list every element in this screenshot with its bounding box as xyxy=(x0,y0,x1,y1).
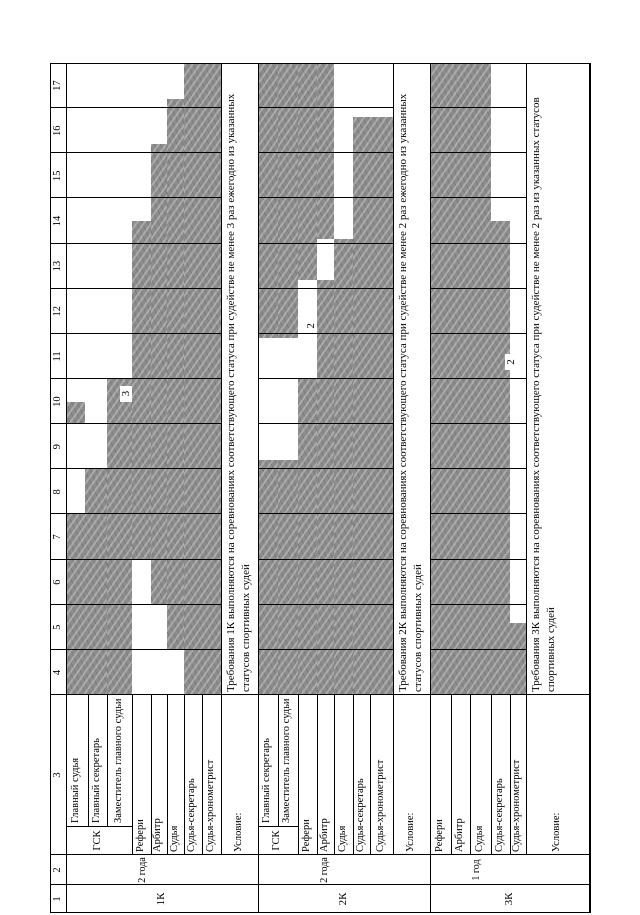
unshaded-region xyxy=(85,63,107,402)
grid-line-v xyxy=(66,604,221,605)
shaded-region xyxy=(317,63,334,695)
grid-line-v xyxy=(430,423,526,424)
requirement-count: 2 xyxy=(305,318,317,334)
grid-line-v xyxy=(66,288,221,289)
grid-line-v xyxy=(50,63,590,64)
grid-line-v xyxy=(258,152,393,153)
grid-line-h xyxy=(88,695,89,826)
header-col-4: 4 xyxy=(52,669,63,676)
grid-line-h xyxy=(202,695,203,855)
grid-line-v xyxy=(66,152,221,153)
gsk-label: ГСК xyxy=(92,830,103,851)
role-label: Заместитель главного судьи xyxy=(281,698,292,823)
grid-line-h xyxy=(590,63,591,913)
role-label: Заместитель главного судьи xyxy=(112,698,124,823)
unshaded-region xyxy=(510,221,526,623)
gsk-label: ГСК xyxy=(271,830,282,851)
header-col-15: 15 xyxy=(52,170,63,182)
grid-line-v xyxy=(430,333,526,334)
role-label: Рефери xyxy=(134,819,146,852)
grid-line-h xyxy=(107,695,108,826)
unshaded-region xyxy=(353,63,393,117)
grid-line-h xyxy=(317,695,318,855)
grid-line-v xyxy=(258,513,393,514)
grid-line-h xyxy=(278,695,279,826)
grid-line-v xyxy=(258,378,393,379)
judge-requirements-table xyxy=(50,63,590,913)
unshaded-region xyxy=(151,63,167,144)
header-col-7: 7 xyxy=(52,534,63,540)
header-col-10: 10 xyxy=(52,396,63,407)
grid-line-v xyxy=(66,468,221,469)
header-col-11: 11 xyxy=(52,351,63,362)
period-label: 1 год xyxy=(471,859,482,881)
unshaded-region xyxy=(258,338,278,460)
unshaded-region xyxy=(107,63,132,311)
role-label: Арбитр xyxy=(152,818,163,852)
header-col-9: 9 xyxy=(52,444,63,450)
grid-line-v xyxy=(430,288,526,289)
role-label: Главный судья xyxy=(70,757,81,823)
grid-line-v xyxy=(66,513,221,514)
grid-line-h xyxy=(50,63,51,913)
period-label: 2 года xyxy=(318,857,330,883)
header-col-13: 13 xyxy=(52,260,63,272)
role-label: Главный секретарь xyxy=(90,738,102,823)
grid-line-h xyxy=(451,695,452,855)
grid-line-v xyxy=(66,559,221,560)
grid-line-h xyxy=(491,695,492,855)
role-label: Судья xyxy=(473,825,485,852)
role-label: Арбитр xyxy=(453,818,465,852)
header-col-12: 12 xyxy=(52,306,63,317)
grid-line-v xyxy=(258,559,393,560)
unshaded-region xyxy=(317,239,334,280)
grid-line-v xyxy=(258,243,393,244)
role-label: Рефери xyxy=(300,819,312,852)
grid-line-h xyxy=(66,63,67,913)
role-label: Судья-хронометрист xyxy=(511,759,522,852)
grid-line-h xyxy=(184,695,185,855)
header-col-2: 2 xyxy=(52,867,63,873)
rotated-table-container xyxy=(50,63,590,913)
grid-line-v xyxy=(66,333,221,334)
grid-line-h xyxy=(334,695,335,855)
grid-line-v xyxy=(258,468,393,469)
shaded-region xyxy=(298,63,317,695)
grid-line-v xyxy=(430,513,526,514)
condition-text: Требования 3К выполняются на соревнованиях соответствующего статуса при судействе не менее 2 раз из указанных статусов спортивных судей xyxy=(530,97,557,692)
role-label: Судья xyxy=(336,825,348,852)
unshaded-region xyxy=(278,338,298,460)
role-label: Арбитр xyxy=(318,818,330,852)
grid-line-v xyxy=(430,604,526,605)
condition-text: Требования 1К выполняются на соревнованиях соответствующего статуса при судействе не менее 3 раз ежегодно из указанных статусов спортивных судей xyxy=(225,93,252,692)
grid-line-v xyxy=(258,423,393,424)
category-label: 1К xyxy=(155,892,167,906)
header-col-16: 16 xyxy=(52,125,63,136)
unshaded-region xyxy=(167,63,184,99)
grid-line-v xyxy=(66,423,221,424)
requirement-count: 3 xyxy=(120,386,132,402)
grid-line-v xyxy=(66,378,221,379)
grid-line-v xyxy=(430,468,526,469)
condition-label: Условие: xyxy=(551,812,562,852)
grid-line-h xyxy=(526,695,527,855)
shaded-region xyxy=(107,379,132,695)
role-label: Судья xyxy=(168,825,180,852)
role-label: Судья-секретарь xyxy=(354,778,366,852)
role-label: Судья-секретарь xyxy=(493,778,505,852)
shaded-region xyxy=(184,63,221,695)
grid-line-h xyxy=(393,695,394,855)
shaded-region xyxy=(353,63,393,695)
category-label: 2К xyxy=(337,892,349,906)
grid-line-v xyxy=(430,378,526,379)
role-label: Судья-хронометрист xyxy=(204,759,216,852)
header-col-17: 17 xyxy=(52,80,63,91)
grid-line-h xyxy=(221,695,222,855)
grid-line-h xyxy=(258,63,259,913)
grid-line-v xyxy=(66,649,221,650)
condition-label: Условие: xyxy=(404,812,416,852)
role-label: Судья-хронометрист xyxy=(374,759,386,852)
grid-line-h xyxy=(353,695,354,855)
grid-line-v xyxy=(430,152,526,153)
requirement-count: 2 xyxy=(505,354,517,370)
grid-line-v xyxy=(258,288,393,289)
role-label: Рефери xyxy=(433,819,445,852)
condition-text: Требования 2К выполняются на соревнованиях соответствующего статуса при судействе не менее 2 раз ежегодно из указанных статусов спортивных судей xyxy=(397,93,424,692)
grid-line-v xyxy=(66,197,221,198)
header-col-8: 8 xyxy=(52,489,63,495)
grid-line-v xyxy=(430,243,526,244)
condition-label: Условие: xyxy=(232,812,244,852)
header-col-3: 3 xyxy=(52,772,63,778)
grid-line-v xyxy=(430,649,526,650)
grid-line-h xyxy=(430,63,431,913)
role-label: Главный секретарь xyxy=(261,738,272,823)
grid-line-v xyxy=(258,197,393,198)
grid-line-v xyxy=(258,333,393,334)
grid-line-h xyxy=(167,695,168,855)
shaded-region xyxy=(85,469,107,695)
grid-line-v xyxy=(430,559,526,560)
period-label: 2 года xyxy=(136,857,148,883)
header-col-1: 1 xyxy=(52,896,63,902)
grid-line-h xyxy=(132,695,133,826)
grid-line-v xyxy=(50,694,590,695)
grid-line-v xyxy=(258,649,393,650)
grid-line-h xyxy=(370,695,371,855)
grid-line-v xyxy=(66,107,221,108)
header-col-6: 6 xyxy=(52,579,63,585)
header-col-5: 5 xyxy=(52,624,63,630)
grid-line-v xyxy=(430,107,526,108)
grid-line-v xyxy=(66,243,221,244)
grid-line-v xyxy=(430,197,526,198)
role-label: Судья-секретарь xyxy=(186,778,197,852)
header-col-14: 14 xyxy=(52,215,63,227)
grid-line-v xyxy=(258,107,393,108)
unshaded-region xyxy=(66,63,85,402)
grid-line-h xyxy=(470,695,471,855)
grid-line-h xyxy=(298,695,299,826)
grid-line-v xyxy=(258,604,393,605)
category-label: 3К xyxy=(503,892,515,906)
